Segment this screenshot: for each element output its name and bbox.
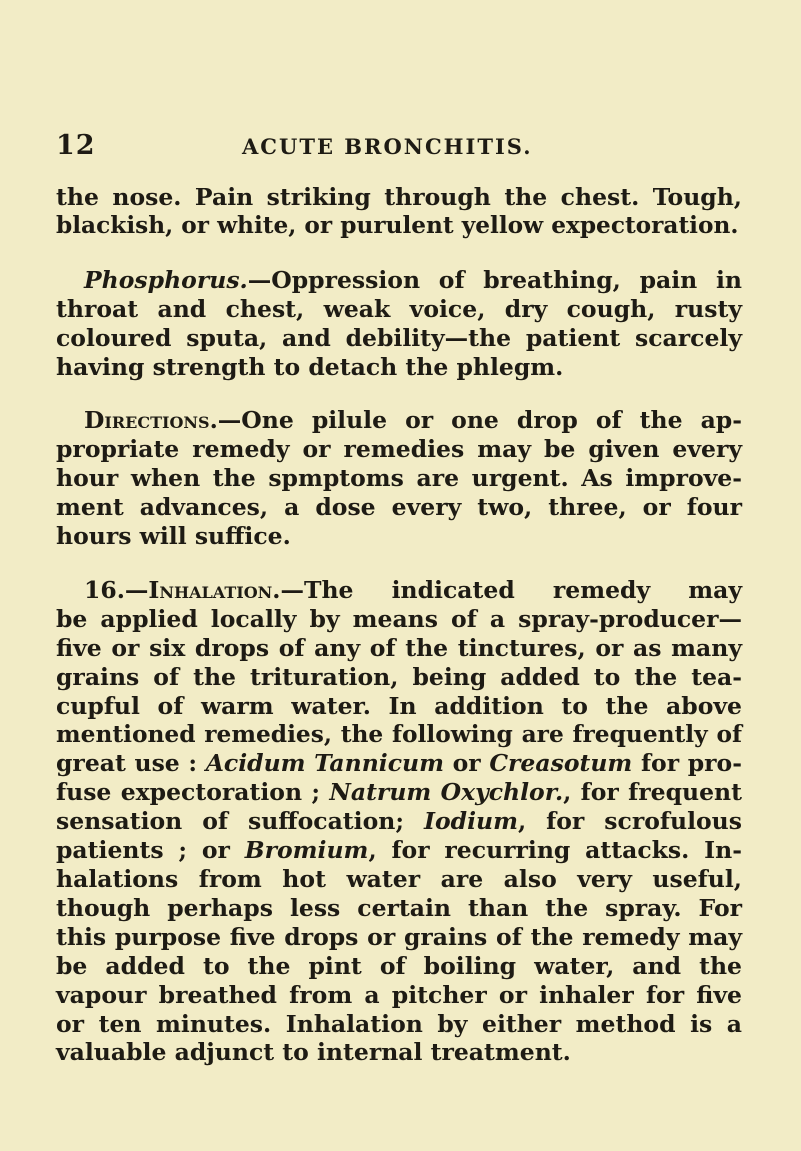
text-segment: great use : (56, 749, 206, 778)
text-line: propriate remedy or remedies may be given every (56, 435, 742, 464)
section-term: Inhalation. (148, 575, 281, 604)
text-line: be applied locally by means of a spray-producer— (56, 604, 742, 633)
text-line: the nose. Pain striking through the chest. Tough, (56, 183, 742, 211)
text-line: be added to the pint of boiling water, and the (56, 951, 742, 980)
text-line: throat and chest, weak voice, dry cough, rusty (56, 294, 742, 323)
text-line: having strength to detach the phlegm. (56, 352, 564, 381)
text-line: this purpose five drops or grains of the remedy may (56, 922, 742, 951)
text-segment: fuse expectoration ; (56, 778, 330, 807)
running-head (56, 130, 756, 170)
text-line: blackish, or white, or purulent yellow expectoration. (56, 211, 739, 239)
text-line (56, 807, 742, 836)
remedy-name: Natrum Oxychlor. (329, 778, 564, 807)
text-line: vapour breathed from a pitcher or inhaler for five (56, 980, 742, 1009)
text-segment: —Oppression of breathing, pain in (247, 265, 742, 294)
text-line (56, 749, 742, 778)
text-line (56, 576, 742, 605)
text-line: hour when the spmptoms are urgent. As improve- (56, 464, 742, 493)
text-segment: —The indicated remedy may (280, 575, 742, 604)
text-line: five or six drops of any of the tinctures, or as many (56, 633, 742, 662)
text-line: grains of the trituration, being added to the tea- (56, 662, 742, 691)
text-line (56, 266, 742, 295)
paragraph-continuation (56, 183, 742, 241)
text-segment: sensation of suffocation; (56, 807, 424, 836)
remedy-name: Phosphorus. (84, 265, 248, 294)
text-line: hours will suffice. (56, 522, 291, 551)
body-text (56, 183, 742, 1067)
text-line: valuable adjunct to internal treatment. (56, 1038, 571, 1067)
text-segment: for pro- (632, 749, 742, 778)
section-number: 16.— (84, 575, 149, 604)
text-segment: , for recurring attacks. In- (368, 836, 742, 865)
text-segment: or (444, 749, 490, 778)
text-segment: patients ; or (56, 836, 245, 865)
text-segment: , for frequent (563, 778, 742, 807)
text-line: halations from hot water are also very useful, (56, 865, 742, 894)
paragraph-directions (56, 406, 742, 551)
text-line (56, 406, 742, 435)
section-term: Directions. (84, 406, 218, 435)
remedy-name: Bromium (244, 836, 369, 865)
text-line: mentioned remedies, the following are frequently of (56, 720, 742, 748)
remedy-name: Iodium (424, 807, 518, 836)
remedy-name: Acidum Tannicum (205, 749, 444, 778)
text-line: coloured sputa, and debility—the patient scarcely (56, 323, 742, 352)
text-line: though perhaps less certain than the spray. For (56, 893, 742, 922)
text-line: or ten minutes. Inhalation by either method is a (56, 1009, 742, 1038)
paragraph-phosphorus (56, 266, 742, 382)
remedy-name: Creasotum (489, 749, 633, 778)
page-number: 12 (56, 130, 96, 161)
text-line (56, 778, 742, 807)
paragraph-inhalation (56, 576, 742, 1067)
text-segment: —One pilule or one drop of the ap- (217, 406, 742, 435)
text-line: cupful of warm water. In addition to the above (56, 691, 742, 720)
text-line: ment advances, a dose every two, three, or four (56, 493, 742, 522)
text-line (56, 836, 742, 865)
text-segment: , for scrofulous (517, 807, 742, 836)
running-title: ACUTE BRONCHITIS. (242, 134, 533, 159)
